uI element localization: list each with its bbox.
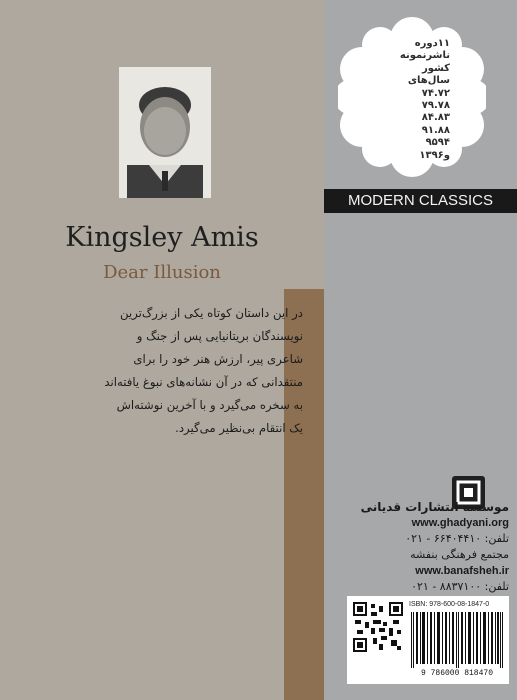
- publisher-name: موسسه انتشارات قدیانی: [360, 500, 509, 514]
- badge-line: ۷۹.۷۸: [421, 100, 450, 112]
- store-phone: تلفن: ۸۸۳۷۱۰۰ - ۰۲۱: [411, 580, 509, 593]
- badge-line: ۹۱.۸۸: [421, 124, 450, 136]
- isbn: ISBN: 978-600-08-1847-0: [409, 601, 490, 608]
- series-label: MODERN CLASSICS: [324, 189, 517, 213]
- badge-line: ناشرنمونه: [399, 50, 450, 62]
- barcode-number: 9 786000 818470: [420, 669, 493, 678]
- blurb-line: به سخره می‌گیرد و با آخرین نوشته‌اش: [116, 398, 303, 412]
- badge-line: ۸۴.۸۳: [421, 112, 450, 124]
- award-badge-text: [378, 38, 450, 162]
- blurb-line: در این داستان کوتاه یکی از بزرگ‌ترین: [120, 306, 303, 320]
- badge-line: و۱۳۹۶: [419, 149, 450, 161]
- book-title: Dear Illusion: [103, 262, 221, 283]
- author-photo: [119, 67, 211, 198]
- badge-line: ۹۵۹۴: [425, 137, 450, 149]
- barcode: [409, 612, 505, 668]
- barcode-area: [347, 596, 509, 684]
- blurb-line: نویسندگان بریتانیایی پس از جنگ و: [136, 329, 303, 343]
- badge-line: ۱۱دوره: [414, 38, 450, 49]
- author-name: Kingsley Amis: [65, 222, 259, 253]
- blurb-line: شاعری پیر، ارزش هنر خود را برای: [133, 352, 303, 366]
- blurb: [77, 302, 303, 440]
- badge-line: سال‌های: [407, 75, 450, 87]
- qr-code-icon: [353, 602, 403, 652]
- badge-line: ۷۴.۷۲: [421, 87, 450, 99]
- blurb-line: منتقدانی که در آن نشانه‌های نبوغ یافته‌اند: [104, 375, 303, 389]
- badge-line: کشور: [421, 62, 450, 74]
- blurb-line: یک انتقام بی‌نظیر می‌گیرد.: [175, 421, 303, 435]
- publisher-phone: تلفن: ۶۶۴۰۴۴۱۰ - ۰۲۱: [405, 532, 509, 545]
- publisher-website: www.ghadyani.org: [411, 517, 509, 529]
- store-website: www.banafsheh.ir: [415, 565, 509, 577]
- store-name: مجتمع فرهنگی بنفشه: [410, 548, 509, 561]
- publisher-info: [337, 499, 509, 595]
